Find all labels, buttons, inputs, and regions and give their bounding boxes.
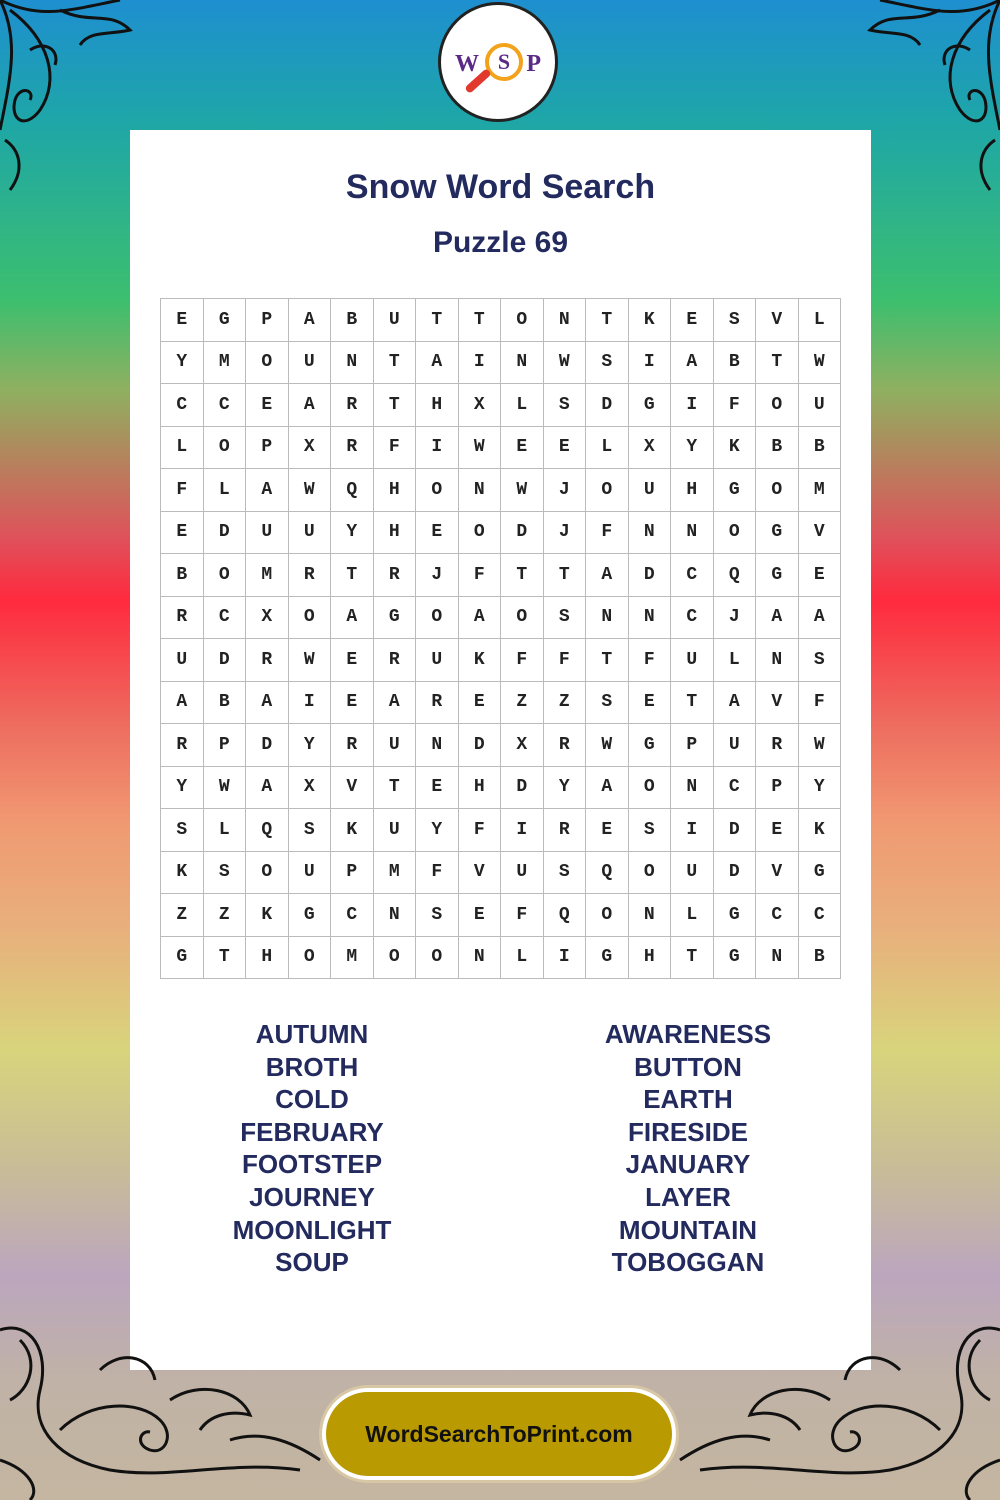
grid-cell[interactable]: L: [501, 384, 544, 427]
grid-cell[interactable]: T: [374, 384, 417, 427]
grid-cell[interactable]: A: [756, 597, 799, 640]
grid-cell[interactable]: L: [204, 809, 247, 852]
grid-cell[interactable]: H: [671, 469, 714, 512]
grid-cell[interactable]: Y: [416, 809, 459, 852]
grid-cell[interactable]: O: [756, 384, 799, 427]
grid-cell[interactable]: Y: [161, 767, 204, 810]
grid-cell[interactable]: N: [459, 469, 502, 512]
grid-cell[interactable]: A: [331, 597, 374, 640]
grid-cell[interactable]: R: [756, 724, 799, 767]
grid-cell[interactable]: O: [756, 469, 799, 512]
grid-cell[interactable]: U: [416, 639, 459, 682]
grid-cell[interactable]: O: [416, 937, 459, 980]
grid-cell[interactable]: K: [161, 852, 204, 895]
grid-cell[interactable]: R: [544, 809, 587, 852]
grid-cell[interactable]: D: [204, 639, 247, 682]
grid-cell[interactable]: O: [629, 767, 672, 810]
grid-cell[interactable]: U: [374, 299, 417, 342]
grid-cell[interactable]: F: [799, 682, 842, 725]
logo-letter-p: P: [526, 51, 541, 77]
grid-cell[interactable]: V: [459, 852, 502, 895]
grid-cell[interactable]: S: [544, 597, 587, 640]
grid-cell[interactable]: D: [714, 809, 757, 852]
grid-cell[interactable]: U: [374, 724, 417, 767]
grid-cell[interactable]: E: [161, 512, 204, 555]
grid-cell[interactable]: I: [501, 809, 544, 852]
grid-cell[interactable]: I: [671, 809, 714, 852]
grid-cell[interactable]: G: [586, 937, 629, 980]
grid-cell[interactable]: S: [586, 682, 629, 725]
grid-cell[interactable]: K: [629, 299, 672, 342]
grid-cell[interactable]: A: [246, 682, 289, 725]
grid-cell[interactable]: P: [246, 427, 289, 470]
word-item: FIRESIDE: [628, 1116, 748, 1147]
grid-cell[interactable]: I: [671, 384, 714, 427]
puzzle-number: Puzzle 69: [432, 226, 569, 259]
grid-cell[interactable]: U: [161, 639, 204, 682]
grid-cell[interactable]: V: [799, 512, 842, 555]
grid-cell[interactable]: E: [459, 894, 502, 937]
grid-cell[interactable]: L: [714, 639, 757, 682]
grid-cell[interactable]: G: [289, 894, 332, 937]
word-item: FOOTSTEP: [241, 1149, 383, 1180]
grid-cell[interactable]: M: [246, 554, 289, 597]
grid-cell[interactable]: G: [629, 724, 672, 767]
grid-cell[interactable]: N: [756, 937, 799, 980]
word-item: TOBOGGAN: [611, 1247, 765, 1278]
grid-cell[interactable]: F: [629, 639, 672, 682]
grid-cell[interactable]: F: [714, 384, 757, 427]
grid-cell[interactable]: D: [459, 724, 502, 767]
grid-cell[interactable]: A: [586, 767, 629, 810]
grid-cell[interactable]: Z: [204, 894, 247, 937]
grid-cell[interactable]: R: [331, 724, 374, 767]
grid-cell[interactable]: E: [544, 427, 587, 470]
grid-cell[interactable]: C: [671, 554, 714, 597]
grid-cell[interactable]: U: [799, 384, 842, 427]
magnifier-icon: [485, 43, 523, 81]
grid-cell[interactable]: I: [629, 342, 672, 385]
grid-cell[interactable]: A: [714, 682, 757, 725]
grid-cell[interactable]: Y: [799, 767, 842, 810]
grid-cell[interactable]: R: [416, 682, 459, 725]
grid-cell[interactable]: N: [331, 342, 374, 385]
grid-cell[interactable]: E: [416, 512, 459, 555]
grid-cell[interactable]: O: [246, 852, 289, 895]
grid-cell[interactable]: O: [416, 469, 459, 512]
grid-cell[interactable]: O: [586, 469, 629, 512]
grid-cell[interactable]: B: [161, 554, 204, 597]
corner-ornament-bottom-right: [670, 1310, 1000, 1500]
grid-cell[interactable]: B: [756, 427, 799, 470]
grid-cell[interactable]: K: [799, 809, 842, 852]
grid-cell[interactable]: S: [416, 894, 459, 937]
word-item: MOUNTAIN: [618, 1214, 758, 1245]
word-list-right: [538, 1018, 838, 1279]
grid-cell[interactable]: E: [416, 767, 459, 810]
grid-cell[interactable]: F: [374, 427, 417, 470]
grid-cell[interactable]: C: [799, 894, 842, 937]
grid-cell[interactable]: X: [289, 767, 332, 810]
grid-cell[interactable]: R: [161, 597, 204, 640]
word-item: AWARENESS: [604, 1019, 772, 1049]
grid-cell[interactable]: L: [161, 427, 204, 470]
grid-cell[interactable]: T: [501, 554, 544, 597]
grid-cell[interactable]: R: [374, 554, 417, 597]
grid-cell[interactable]: R: [374, 639, 417, 682]
grid-cell[interactable]: A: [459, 597, 502, 640]
grid-cell[interactable]: J: [544, 469, 587, 512]
grid-cell[interactable]: G: [374, 597, 417, 640]
grid-cell[interactable]: X: [459, 384, 502, 427]
grid-cell[interactable]: F: [501, 894, 544, 937]
grid-cell[interactable]: U: [289, 342, 332, 385]
grid-cell[interactable]: G: [161, 937, 204, 980]
grid-cell[interactable]: T: [671, 937, 714, 980]
grid-cell[interactable]: J: [416, 554, 459, 597]
word-item: EARTH: [643, 1084, 733, 1115]
grid-cell[interactable]: W: [289, 469, 332, 512]
grid-cell[interactable]: A: [289, 299, 332, 342]
grid-cell[interactable]: B: [331, 299, 374, 342]
grid-cell[interactable]: E: [246, 384, 289, 427]
grid-cell[interactable]: O: [586, 894, 629, 937]
grid-cell[interactable]: Z: [501, 682, 544, 725]
grid-cell[interactable]: O: [416, 597, 459, 640]
grid-cell[interactable]: W: [204, 767, 247, 810]
grid-cell[interactable]: X: [629, 427, 672, 470]
grid-cell[interactable]: P: [331, 852, 374, 895]
grid-cell[interactable]: F: [416, 852, 459, 895]
grid-cell[interactable]: U: [289, 852, 332, 895]
grid-cell[interactable]: A: [671, 342, 714, 385]
grid-cell[interactable]: Y: [289, 724, 332, 767]
grid-cell[interactable]: A: [374, 682, 417, 725]
grid-cell[interactable]: S: [204, 852, 247, 895]
grid-cell[interactable]: H: [246, 937, 289, 980]
grid-cell[interactable]: O: [289, 597, 332, 640]
grid-cell[interactable]: F: [459, 809, 502, 852]
grid-cell[interactable]: N: [501, 342, 544, 385]
grid-cell[interactable]: M: [204, 342, 247, 385]
word-item: COLD: [275, 1084, 349, 1115]
grid-cell[interactable]: G: [714, 937, 757, 980]
grid-cell[interactable]: A: [161, 682, 204, 725]
grid-cell[interactable]: J: [714, 597, 757, 640]
grid-cell[interactable]: R: [161, 724, 204, 767]
grid-cell[interactable]: S: [714, 299, 757, 342]
grid-cell[interactable]: G: [756, 554, 799, 597]
grid-cell[interactable]: D: [204, 512, 247, 555]
grid-cell[interactable]: A: [586, 554, 629, 597]
grid-cell[interactable]: N: [671, 512, 714, 555]
grid-cell[interactable]: L: [586, 427, 629, 470]
grid-cell[interactable]: N: [374, 894, 417, 937]
grid-cell[interactable]: H: [374, 469, 417, 512]
word-item: BROTH: [265, 1051, 359, 1082]
grid-cell[interactable]: Y: [161, 342, 204, 385]
grid-cell[interactable]: D: [714, 852, 757, 895]
grid-cell[interactable]: E: [501, 427, 544, 470]
grid-cell[interactable]: G: [714, 469, 757, 512]
grid-cell[interactable]: V: [756, 682, 799, 725]
grid-cell[interactable]: T: [459, 299, 502, 342]
grid-cell[interactable]: C: [714, 767, 757, 810]
word-item: JANUARY: [625, 1149, 751, 1180]
grid-cell[interactable]: E: [756, 809, 799, 852]
puzzle-card: [130, 130, 871, 1370]
grid-cell[interactable]: Q: [544, 894, 587, 937]
corner-ornament-top-right: [860, 0, 1000, 200]
grid-cell[interactable]: S: [586, 342, 629, 385]
grid-cell[interactable]: N: [629, 597, 672, 640]
grid-cell[interactable]: C: [161, 384, 204, 427]
grid-cell[interactable]: I: [416, 427, 459, 470]
grid-cell[interactable]: R: [544, 724, 587, 767]
word-item: LAYER: [645, 1181, 731, 1212]
grid-cell[interactable]: U: [246, 512, 289, 555]
grid-cell[interactable]: N: [459, 937, 502, 980]
grid-cell[interactable]: S: [544, 852, 587, 895]
grid-cell[interactable]: O: [204, 427, 247, 470]
grid-cell[interactable]: U: [629, 469, 672, 512]
grid-cell[interactable]: K: [246, 894, 289, 937]
grid-cell[interactable]: K: [331, 809, 374, 852]
grid-cell[interactable]: M: [799, 469, 842, 512]
grid-cell[interactable]: G: [714, 894, 757, 937]
grid-cell[interactable]: J: [544, 512, 587, 555]
grid-cell[interactable]: S: [544, 384, 587, 427]
grid-cell[interactable]: H: [629, 937, 672, 980]
grid-cell[interactable]: W: [586, 724, 629, 767]
grid-cell[interactable]: W: [544, 342, 587, 385]
grid-cell[interactable]: Q: [714, 554, 757, 597]
grid-cell[interactable]: T: [204, 937, 247, 980]
grid-cell[interactable]: E: [331, 682, 374, 725]
grid-cell[interactable]: T: [671, 682, 714, 725]
grid-cell[interactable]: B: [799, 937, 842, 980]
grid-cell[interactable]: D: [586, 384, 629, 427]
grid-cell[interactable]: T: [586, 299, 629, 342]
grid-cell[interactable]: X: [501, 724, 544, 767]
grid-cell[interactable]: Z: [544, 682, 587, 725]
corner-ornament-bottom-left: [0, 1310, 330, 1500]
grid-cell[interactable]: T: [374, 767, 417, 810]
grid-cell[interactable]: I: [289, 682, 332, 725]
grid-cell[interactable]: U: [501, 852, 544, 895]
grid-cell[interactable]: F: [161, 469, 204, 512]
grid-cell[interactable]: A: [246, 469, 289, 512]
grid-cell[interactable]: A: [289, 384, 332, 427]
grid-cell[interactable]: P: [246, 299, 289, 342]
grid-cell[interactable]: N: [756, 639, 799, 682]
grid-cell[interactable]: X: [289, 427, 332, 470]
logo-letter-w: W: [455, 51, 479, 77]
grid-cell[interactable]: E: [161, 299, 204, 342]
grid-cell[interactable]: D: [246, 724, 289, 767]
grid-cell[interactable]: W: [799, 724, 842, 767]
grid-cell[interactable]: A: [416, 342, 459, 385]
letter-grid: [160, 298, 841, 979]
grid-cell[interactable]: F: [501, 639, 544, 682]
grid-cell[interactable]: O: [459, 512, 502, 555]
grid-cell[interactable]: K: [459, 639, 502, 682]
grid-cell[interactable]: G: [756, 512, 799, 555]
grid-cell[interactable]: R: [331, 384, 374, 427]
grid-cell[interactable]: Q: [246, 809, 289, 852]
puzzle-title: Snow Word Search: [345, 168, 656, 206]
grid-cell[interactable]: X: [246, 597, 289, 640]
grid-cell[interactable]: G: [799, 852, 842, 895]
grid-cell[interactable]: Y: [671, 427, 714, 470]
grid-cell[interactable]: E: [459, 682, 502, 725]
grid-cell[interactable]: T: [756, 342, 799, 385]
grid-cell[interactable]: C: [756, 894, 799, 937]
grid-cell[interactable]: H: [374, 512, 417, 555]
grid-cell[interactable]: G: [204, 299, 247, 342]
grid-cell[interactable]: D: [501, 767, 544, 810]
grid-cell[interactable]: O: [289, 937, 332, 980]
word-list-left: [162, 1018, 462, 1279]
grid-cell[interactable]: V: [756, 852, 799, 895]
word-item: MOONLIGHT: [232, 1214, 392, 1245]
grid-cell[interactable]: U: [714, 724, 757, 767]
grid-cell[interactable]: N: [629, 894, 672, 937]
grid-cell[interactable]: I: [459, 342, 502, 385]
grid-cell[interactable]: Y: [544, 767, 587, 810]
grid-cell[interactable]: E: [671, 299, 714, 342]
grid-cell[interactable]: E: [586, 809, 629, 852]
grid-cell[interactable]: N: [416, 724, 459, 767]
grid-cell[interactable]: K: [714, 427, 757, 470]
grid-cell[interactable]: M: [374, 852, 417, 895]
logo-letter-s: S: [497, 49, 511, 74]
grid-cell[interactable]: O: [714, 512, 757, 555]
word-item: FEBRUARY: [240, 1116, 384, 1147]
grid-cell[interactable]: B: [714, 342, 757, 385]
grid-cell[interactable]: B: [204, 682, 247, 725]
corner-ornament-top-left: [0, 0, 140, 200]
word-item: AUTUMN: [255, 1019, 369, 1049]
grid-cell[interactable]: Q: [331, 469, 374, 512]
grid-cell[interactable]: C: [204, 597, 247, 640]
site-url-button[interactable]: WordSearchToPrint.com: [322, 1388, 676, 1480]
grid-cell[interactable]: F: [544, 639, 587, 682]
word-item: BUTTON: [634, 1051, 742, 1082]
grid-cell[interactable]: D: [629, 554, 672, 597]
grid-cell[interactable]: T: [544, 554, 587, 597]
grid-cell[interactable]: P: [756, 767, 799, 810]
grid-cell[interactable]: U: [671, 639, 714, 682]
grid-cell[interactable]: T: [586, 639, 629, 682]
wsp-logo: [438, 2, 558, 122]
grid-cell[interactable]: U: [289, 512, 332, 555]
grid-cell[interactable]: N: [629, 512, 672, 555]
grid-cell[interactable]: G: [629, 384, 672, 427]
grid-cell[interactable]: D: [501, 512, 544, 555]
grid-cell[interactable]: R: [289, 554, 332, 597]
grid-cell[interactable]: R: [331, 427, 374, 470]
grid-cell[interactable]: S: [629, 809, 672, 852]
grid-cell[interactable]: E: [331, 639, 374, 682]
grid-cell[interactable]: P: [671, 724, 714, 767]
grid-cell[interactable]: N: [586, 597, 629, 640]
grid-cell[interactable]: B: [799, 427, 842, 470]
grid-cell[interactable]: F: [586, 512, 629, 555]
grid-cell[interactable]: Y: [331, 512, 374, 555]
grid-cell[interactable]: O: [374, 937, 417, 980]
grid-cell[interactable]: C: [671, 597, 714, 640]
grid-cell[interactable]: W: [799, 342, 842, 385]
word-item: JOURNEY: [249, 1181, 375, 1212]
grid-cell[interactable]: W: [501, 469, 544, 512]
grid-cell[interactable]: L: [204, 469, 247, 512]
grid-cell[interactable]: M: [331, 937, 374, 980]
grid-cell[interactable]: F: [459, 554, 502, 597]
grid-cell[interactable]: C: [204, 384, 247, 427]
grid-cell[interactable]: N: [544, 299, 587, 342]
grid-cell[interactable]: H: [459, 767, 502, 810]
grid-cell[interactable]: S: [799, 639, 842, 682]
grid-cell[interactable]: V: [756, 299, 799, 342]
grid-cell[interactable]: O: [501, 299, 544, 342]
grid-cell[interactable]: W: [459, 427, 502, 470]
grid-cell[interactable]: Q: [586, 852, 629, 895]
grid-cell[interactable]: L: [501, 937, 544, 980]
grid-cell[interactable]: E: [799, 554, 842, 597]
grid-cell[interactable]: U: [374, 809, 417, 852]
grid-cell[interactable]: O: [204, 554, 247, 597]
grid-cell[interactable]: T: [374, 342, 417, 385]
grid-cell[interactable]: T: [416, 299, 459, 342]
grid-cell[interactable]: E: [629, 682, 672, 725]
grid-cell[interactable]: S: [289, 809, 332, 852]
grid-cell[interactable]: V: [331, 767, 374, 810]
grid-cell[interactable]: T: [331, 554, 374, 597]
grid-cell[interactable]: R: [246, 639, 289, 682]
grid-cell[interactable]: U: [671, 852, 714, 895]
grid-cell[interactable]: O: [629, 852, 672, 895]
grid-cell[interactable]: L: [799, 299, 842, 342]
grid-cell[interactable]: A: [246, 767, 289, 810]
grid-cell[interactable]: I: [544, 937, 587, 980]
grid-cell[interactable]: C: [331, 894, 374, 937]
grid-cell[interactable]: N: [671, 767, 714, 810]
grid-cell[interactable]: L: [671, 894, 714, 937]
grid-cell[interactable]: S: [161, 809, 204, 852]
grid-cell[interactable]: H: [416, 384, 459, 427]
grid-cell[interactable]: Z: [161, 894, 204, 937]
grid-cell[interactable]: P: [204, 724, 247, 767]
grid-cell[interactable]: O: [501, 597, 544, 640]
word-item: SOUP: [275, 1247, 349, 1278]
grid-cell[interactable]: O: [246, 342, 289, 385]
grid-cell[interactable]: W: [289, 639, 332, 682]
grid-cell[interactable]: A: [799, 597, 842, 640]
